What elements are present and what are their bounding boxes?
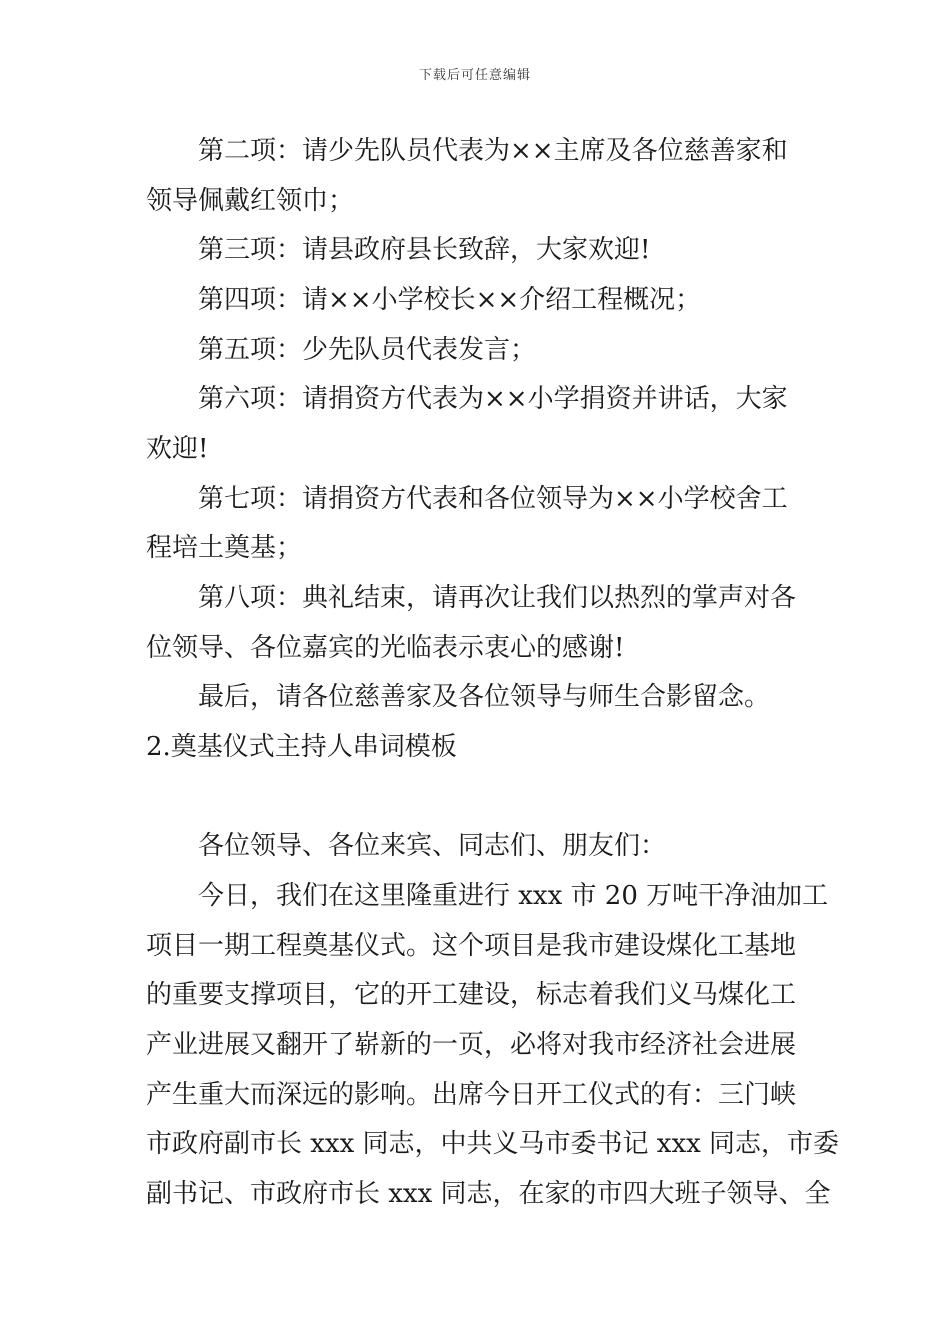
paragraph-line: 第八项：典礼结束，请再次让我们以热烈的掌声对各: [198, 583, 797, 613]
paragraph-line: 各位领导、各位来宾、同志们、朋友们：: [198, 831, 667, 861]
paragraph-line: 产业进展又翻开了崭新的一页，必将对我市经济社会进展: [146, 1030, 797, 1060]
paragraph-line: 程培土奠基；: [146, 533, 303, 563]
paragraph-line: 最后，请各位慈善家及各位领导与师生合影留念。: [198, 682, 771, 712]
paragraph-line: 欢迎!: [146, 434, 209, 464]
paragraph-line: 第三项：请县政府县长致辞，大家欢迎!: [198, 235, 651, 265]
paragraph-line: 的重要支撑项目，它的开工建设，标志着我们义马煤化工: [146, 980, 797, 1010]
paragraph-line: 第二项：请少先队员代表为××主席及各位慈善家和: [198, 136, 788, 166]
paragraph-line: 位领导、各位嘉宾的光临表示衷心的感谢!: [146, 633, 625, 663]
paragraph-line: 项目一期工程奠基仪式。这个项目是我市建设煤化工基地: [146, 931, 797, 961]
paragraph-line: 第七项：请捐资方代表和各位领导为××小学校舍工: [198, 484, 788, 514]
paragraph-line: 产生重大而深远的影响。出席今日开工仪式的有：三门峡: [146, 1080, 797, 1110]
paragraph-line: 今日，我们在这里隆重进行 xxx 市 20 万吨干净油加工: [198, 881, 829, 911]
paragraph-line: 第六项：请捐资方代表为××小学捐资并讲话，大家: [198, 384, 788, 414]
paragraph-line: 副书记、市政府市长 xxx 同志，在家的市四大班子领导、全: [146, 1179, 831, 1209]
paragraph-line: 领导佩戴红领巾；: [146, 186, 355, 216]
header-note: 下载后可任意编辑: [418, 68, 531, 83]
paragraph-line: 市政府副市长 xxx 同志，中共义马市委书记 xxx 同志，市委: [146, 1129, 840, 1159]
section-heading: 2.奠基仪式主持人串词模板: [146, 732, 457, 762]
paragraph-line: 第四项：请××小学校长××介绍工程概况；: [198, 285, 702, 315]
paragraph-line: 第五项：少先队员代表发言；: [198, 335, 537, 365]
